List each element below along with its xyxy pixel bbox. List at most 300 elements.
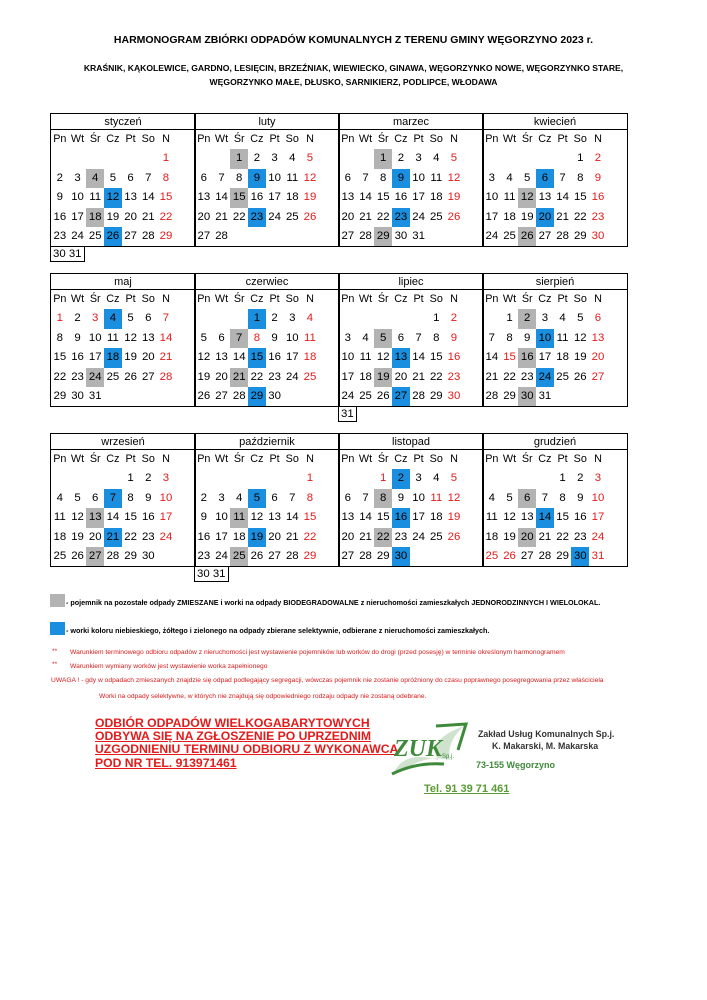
- day-cell: 18: [359, 370, 372, 383]
- weekday-header: Pn: [53, 293, 67, 305]
- day-cell: 6: [127, 171, 134, 184]
- day-cell: 2: [145, 472, 152, 485]
- blue-swatch: [50, 622, 65, 635]
- weekday-header: So: [141, 293, 155, 305]
- day-cell: 19: [106, 210, 120, 223]
- day-cell: 11: [503, 191, 516, 204]
- note-1: Warunkiem terminowego odbioru odpadów z nieruchomości jest wystawienie pojemników lub worków do drogi (przed posesję) w terminie określonym harmonogramem: [70, 649, 565, 656]
- day-cell: 9: [248, 169, 266, 188]
- company-name: Zakład Usług Komunalnych Sp.j.: [478, 729, 615, 739]
- weekday-header: Wt: [358, 133, 373, 145]
- weekday-header: So: [429, 133, 443, 145]
- day-cell: 10: [412, 491, 425, 504]
- day-cell: 20: [341, 210, 355, 223]
- empty-cell: [501, 469, 519, 488]
- empty-cell: [213, 469, 231, 488]
- day-cell: 21: [215, 210, 228, 223]
- day-cell: 24: [71, 229, 84, 242]
- empty-cell: [266, 469, 284, 488]
- weekday-header: Śr: [89, 133, 101, 145]
- weekday-header: N: [450, 453, 458, 465]
- day-cell: 1: [162, 152, 170, 165]
- day-cell: 27: [268, 549, 281, 562]
- month-title: październik: [194, 433, 340, 450]
- page-title: HARMONOGRAM ZBIÓRKI ODPADÓW KOMUNALNYCH Z TERENU GMINY WĘGORZYNO 2023 r.: [113, 34, 594, 46]
- month-wrzesień: [50, 433, 196, 567]
- day-cell: 14: [285, 511, 299, 524]
- day-cell: 12: [573, 331, 587, 344]
- day-cell: 11: [53, 511, 66, 524]
- empty-cell: [357, 149, 375, 168]
- empty-cell: [122, 149, 140, 168]
- day-cell: 5: [374, 329, 392, 348]
- day-cell: 25: [556, 370, 569, 383]
- day-cell: 6: [92, 491, 99, 504]
- day-cell: 7: [415, 331, 422, 344]
- weekday-header: Pt: [125, 453, 136, 465]
- day-cell: 15: [53, 351, 67, 364]
- day-cell: 31: [88, 389, 102, 402]
- day-cell: 22: [573, 210, 587, 223]
- bulky-line-4: POD NR TEL. 913971461: [95, 755, 237, 770]
- day-cell: 12: [518, 188, 536, 207]
- weekday-header: Pt: [125, 133, 136, 145]
- day-cell: 4: [236, 491, 243, 504]
- day-cell: 6: [145, 312, 152, 325]
- day-cell: 15: [230, 188, 248, 207]
- day-cell: 30: [392, 547, 410, 566]
- day-cell: 8: [236, 171, 243, 184]
- empty-cell: [248, 469, 266, 488]
- day-cell: 24: [159, 530, 173, 543]
- day-cell: 6: [271, 491, 278, 504]
- weekday-header: N: [306, 133, 314, 145]
- weekday-header: Wt: [214, 453, 229, 465]
- day-cell: 15: [503, 351, 516, 364]
- day-cell: 1: [56, 312, 64, 325]
- day-cell: 16: [71, 351, 84, 364]
- day-cell: 3: [488, 171, 496, 184]
- day-cell: 24: [268, 210, 281, 223]
- empty-cell: [195, 469, 213, 488]
- bulky-line-2: ODBYWA SIĘ NA ZGŁOSZENIE PO UPRZEDNIM: [95, 729, 372, 744]
- day-cell: 28: [412, 389, 425, 402]
- day-cell: 30: [571, 547, 589, 566]
- weekday-header: N: [594, 453, 602, 465]
- day-cell: 17: [341, 370, 355, 383]
- day-cell: 16: [268, 351, 281, 364]
- day-cell: 7: [230, 329, 248, 348]
- day-cell: 9: [450, 331, 458, 344]
- day-cell: 2: [450, 312, 458, 325]
- day-cell: 25: [106, 370, 120, 383]
- day-cell: 5: [524, 171, 531, 184]
- bulky-line-3: UZGODNIENIU TERMINU ODBIORU Z WYKONAWCĄ: [95, 742, 399, 757]
- day-cell: 8: [306, 491, 314, 504]
- day-cell: 27: [591, 370, 605, 383]
- weekday-header: Śr: [377, 133, 389, 145]
- overflow-days: 30 31: [50, 246, 85, 262]
- day-cell: 28: [359, 549, 372, 562]
- empty-cell: [230, 469, 248, 488]
- day-cell: 6: [344, 491, 352, 504]
- day-cell: 15: [429, 351, 443, 364]
- day-cell: 20: [518, 528, 536, 547]
- weekday-header: So: [573, 453, 587, 465]
- company-logo: [386, 720, 476, 778]
- empty-cell: [230, 309, 248, 328]
- day-cell: 23: [591, 210, 605, 223]
- weekday-header: N: [306, 293, 314, 305]
- note-4: Worki na odpady selektywne, w których nie znajdują się odpowiedniego rodzaju odpady nie zostaną odebrane.: [99, 693, 427, 700]
- day-cell: 14: [536, 508, 554, 527]
- day-cell: 27: [341, 229, 355, 242]
- day-cell: 29: [573, 229, 587, 242]
- day-cell: 26: [447, 210, 461, 223]
- day-cell: 23: [268, 370, 281, 383]
- day-cell: 31: [538, 389, 552, 402]
- day-cell: 4: [506, 171, 513, 184]
- weekday-header: Wt: [214, 293, 229, 305]
- day-cell: 7: [162, 312, 170, 325]
- day-cell: 5: [450, 472, 458, 485]
- day-cell: 15: [556, 511, 569, 524]
- day-cell: 24: [341, 389, 355, 402]
- empty-cell: [69, 469, 87, 488]
- phone-link[interactable]: Tel. 91 39 71 461: [424, 783, 510, 795]
- day-cell: 16: [141, 511, 155, 524]
- overflow-days: 31: [338, 406, 357, 422]
- day-cell: 14: [141, 191, 155, 204]
- day-cell: 27: [520, 549, 534, 562]
- month-listopad: [338, 433, 484, 567]
- weekday-header: Cz: [106, 453, 120, 465]
- empty-cell: [283, 469, 301, 488]
- day-cell: 13: [591, 331, 605, 344]
- month-days: [194, 450, 340, 567]
- day-cell: 3: [92, 312, 99, 325]
- weekday-header: Cz: [106, 133, 120, 145]
- day-cell: 18: [104, 348, 122, 367]
- weekday-header: Śr: [377, 293, 389, 305]
- day-cell: 20: [394, 370, 408, 383]
- day-cell: 26: [250, 549, 264, 562]
- day-cell: 27: [215, 389, 228, 402]
- day-cell: 20: [215, 370, 228, 383]
- places-line-2: WĘGORZYNKO MAŁE, DŁUSKO, SARNIKIERZ, PODLIPCE, WŁODAWA: [209, 77, 498, 87]
- day-cell: 16: [394, 191, 408, 204]
- day-cell: 26: [71, 549, 84, 562]
- weekday-header: Pt: [557, 133, 568, 145]
- day-cell: 21: [230, 368, 248, 387]
- day-cell: 2: [392, 469, 410, 488]
- day-cell: 5: [200, 331, 208, 344]
- day-cell: 6: [397, 331, 405, 344]
- empty-cell: [51, 149, 69, 168]
- day-cell: 30: [141, 549, 155, 562]
- day-cell: 4: [104, 309, 122, 328]
- day-cell: 22: [374, 528, 392, 547]
- month-title: czerwiec: [194, 273, 340, 290]
- day-cell: 3: [594, 472, 602, 485]
- day-cell: 4: [56, 491, 64, 504]
- day-cell: 13: [197, 191, 211, 204]
- weekday-header: Pn: [197, 453, 211, 465]
- day-cell: 19: [520, 210, 534, 223]
- day-cell: 30: [447, 389, 461, 402]
- day-cell: 16: [447, 351, 461, 364]
- weekday-header: Pn: [197, 293, 211, 305]
- day-cell: 6: [536, 169, 554, 188]
- day-cell: 18: [485, 530, 499, 543]
- empty-cell: [104, 149, 122, 168]
- day-cell: 31: [412, 229, 425, 242]
- weekday-header: Wt: [70, 453, 85, 465]
- day-cell: 28: [106, 549, 120, 562]
- day-cell: 20: [591, 351, 605, 364]
- month-days: [50, 290, 196, 407]
- empty-cell: [501, 149, 519, 168]
- day-cell: 17: [412, 511, 425, 524]
- day-cell: 15: [248, 348, 266, 367]
- day-cell: 1: [374, 149, 392, 168]
- day-cell: 25: [429, 210, 443, 223]
- day-cell: 30: [71, 389, 84, 402]
- day-cell: 28: [359, 229, 372, 242]
- day-cell: 16: [518, 348, 536, 367]
- day-cell: 1: [306, 472, 314, 485]
- weekday-header: So: [285, 293, 299, 305]
- day-cell: 17: [159, 511, 173, 524]
- note-marker-2: **: [52, 661, 58, 668]
- day-cell: 5: [109, 171, 117, 184]
- month-title: maj: [50, 273, 196, 290]
- day-cell: 2: [594, 152, 602, 165]
- day-cell: 26: [104, 227, 122, 246]
- day-cell: 18: [503, 210, 516, 223]
- weekday-header: Cz: [250, 453, 264, 465]
- day-cell: 3: [344, 331, 352, 344]
- day-cell: 5: [127, 312, 134, 325]
- day-cell: 26: [376, 389, 390, 402]
- weekday-header: N: [450, 293, 458, 305]
- day-cell: 13: [268, 511, 281, 524]
- month-title: luty: [194, 113, 340, 130]
- day-cell: 28: [215, 229, 228, 242]
- day-cell: 10: [485, 191, 499, 204]
- day-cell: 29: [124, 549, 137, 562]
- weekday-header: So: [429, 293, 443, 305]
- logo-text: ZUK: [394, 736, 442, 762]
- empty-cell: [410, 309, 428, 328]
- day-cell: 14: [359, 511, 372, 524]
- day-cell: 26: [518, 227, 536, 246]
- empty-cell: [195, 309, 213, 328]
- weekday-header: N: [162, 133, 170, 145]
- day-cell: 8: [559, 491, 566, 504]
- day-cell: 4: [488, 491, 496, 504]
- weekday-header: Pt: [413, 293, 424, 305]
- day-cell: 12: [250, 511, 264, 524]
- day-cell: 16: [392, 508, 410, 527]
- day-cell: 29: [374, 227, 392, 246]
- day-cell: 11: [430, 171, 443, 184]
- day-cell: 2: [518, 309, 536, 328]
- day-cell: 3: [74, 171, 81, 184]
- empty-cell: [392, 309, 410, 328]
- weekday-header: Wt: [502, 133, 517, 145]
- weekday-header: Pn: [341, 293, 355, 305]
- day-cell: 5: [506, 491, 513, 504]
- day-cell: 27: [392, 387, 410, 406]
- day-cell: 28: [141, 229, 155, 242]
- day-cell: 4: [289, 152, 296, 165]
- day-cell: 22: [232, 210, 246, 223]
- day-cell: 12: [447, 491, 461, 504]
- day-cell: 3: [162, 472, 170, 485]
- day-cell: 13: [86, 508, 104, 527]
- day-cell: 15: [573, 191, 587, 204]
- month-title: kwiecień: [482, 113, 628, 130]
- day-cell: 3: [271, 152, 278, 165]
- day-cell: 20: [341, 530, 355, 543]
- month-days: [338, 450, 484, 567]
- day-cell: 9: [397, 491, 405, 504]
- day-cell: 7: [541, 491, 549, 504]
- day-cell: 25: [303, 370, 317, 383]
- empty-cell: [339, 469, 357, 488]
- weekday-header: Pn: [197, 133, 211, 145]
- day-cell: 4: [306, 312, 314, 325]
- day-cell: 4: [362, 331, 369, 344]
- day-cell: 6: [200, 171, 208, 184]
- weekday-header: Wt: [502, 293, 517, 305]
- day-cell: 18: [429, 191, 443, 204]
- day-cell: 29: [248, 387, 266, 406]
- weekday-header: Wt: [70, 293, 85, 305]
- empty-cell: [86, 469, 104, 488]
- day-cell: 21: [485, 370, 499, 383]
- day-cell: 7: [488, 331, 496, 344]
- weekday-header: Cz: [538, 453, 552, 465]
- weekday-header: N: [306, 453, 314, 465]
- weekday-header: Śr: [521, 133, 533, 145]
- weekday-header: Śr: [233, 293, 245, 305]
- day-cell: 11: [556, 331, 569, 344]
- day-cell: 9: [56, 191, 64, 204]
- day-cell: 29: [303, 549, 317, 562]
- day-cell: 1: [380, 472, 387, 485]
- day-cell: 12: [71, 511, 84, 524]
- day-cell: 9: [145, 491, 152, 504]
- day-cell: 10: [536, 329, 554, 348]
- day-cell: 18: [86, 208, 104, 227]
- day-cell: 25: [359, 389, 372, 402]
- company-city: 73-155 Węgorzyno: [476, 760, 556, 770]
- day-cell: 19: [447, 191, 461, 204]
- day-cell: 26: [447, 530, 461, 543]
- day-cell: 30: [394, 229, 408, 242]
- day-cell: 5: [74, 491, 81, 504]
- weekday-header: So: [429, 453, 443, 465]
- day-cell: 17: [268, 191, 281, 204]
- day-cell: 10: [341, 351, 355, 364]
- logo-sub: Sp.j.: [442, 754, 455, 760]
- day-cell: 14: [359, 191, 372, 204]
- day-cell: 1: [577, 152, 584, 165]
- month-kwiecień: [482, 113, 628, 247]
- day-cell: 8: [162, 171, 170, 184]
- day-cell: 12: [124, 331, 137, 344]
- day-cell: 18: [429, 511, 443, 524]
- day-cell: 25: [503, 229, 516, 242]
- day-cell: 8: [380, 171, 387, 184]
- empty-cell: [518, 469, 536, 488]
- day-cell: 4: [433, 472, 440, 485]
- note-3: UWAGA ! - gdy w odpadach zmieszanych znajdzie się odpad podlegający segregacji, wówczas pojemnik nie zostanie opróżniony do czasu poprawnego posegregowania przez właściciela: [51, 677, 604, 684]
- day-cell: 21: [104, 528, 122, 547]
- empty-cell: [483, 149, 501, 168]
- day-cell: 19: [303, 191, 317, 204]
- month-days: [338, 290, 484, 407]
- day-cell: 8: [253, 331, 261, 344]
- day-cell: 22: [53, 370, 67, 383]
- month-październik: [194, 433, 340, 581]
- day-cell: 24: [285, 370, 299, 383]
- empty-cell: [357, 309, 375, 328]
- day-cell: 2: [577, 472, 584, 485]
- places-line-1: KRAŚNIK, KĄKOLEWICE, GARDNO, LESIĘCIN, BRZEŹNIAK, WIEWIECKO, GINAWA, WĘGORZYNKO NOWE, WĘGORZYNKO STARE,: [83, 63, 624, 73]
- day-cell: 23: [520, 370, 534, 383]
- day-cell: 16: [197, 530, 211, 543]
- empty-cell: [213, 149, 231, 168]
- day-cell: 20: [124, 210, 137, 223]
- day-cell: 5: [306, 152, 314, 165]
- day-cell: 8: [127, 491, 134, 504]
- day-cell: 22: [503, 370, 516, 383]
- weekday-header: N: [162, 453, 170, 465]
- weekday-header: Pn: [53, 133, 67, 145]
- weekday-header: Śr: [521, 293, 533, 305]
- day-cell: 11: [359, 351, 372, 364]
- day-cell: 28: [285, 549, 299, 562]
- weekday-header: Pn: [341, 453, 355, 465]
- day-cell: 11: [485, 511, 498, 524]
- day-cell: 8: [506, 331, 513, 344]
- empty-cell: [104, 469, 122, 488]
- day-cell: 9: [577, 491, 584, 504]
- legend-gray-text: - pojemnik na pozostałe odpady ZMIESZANE i worki na odpady BIODEGRADOWALNE z nieruchomości zamieszkałych JEDNORODZINNYCH I WIELOLOKAL.: [66, 598, 601, 607]
- empty-cell: [339, 149, 357, 168]
- day-cell: 8: [56, 331, 64, 344]
- day-cell: 29: [556, 549, 569, 562]
- weekday-header: Pn: [485, 133, 499, 145]
- day-cell: 11: [304, 331, 316, 344]
- day-cell: 24: [86, 368, 104, 387]
- empty-cell: [339, 309, 357, 328]
- day-cell: 31: [591, 549, 605, 562]
- weekday-header: Pn: [53, 453, 67, 465]
- day-cell: 19: [124, 351, 137, 364]
- day-cell: 24: [412, 210, 425, 223]
- empty-cell: [69, 149, 87, 168]
- day-cell: 3: [415, 472, 422, 485]
- day-cell: 13: [538, 191, 552, 204]
- day-cell: 24: [591, 530, 605, 543]
- day-cell: 6: [344, 171, 352, 184]
- day-cell: 18: [53, 530, 67, 543]
- month-title: wrzesień: [50, 433, 196, 450]
